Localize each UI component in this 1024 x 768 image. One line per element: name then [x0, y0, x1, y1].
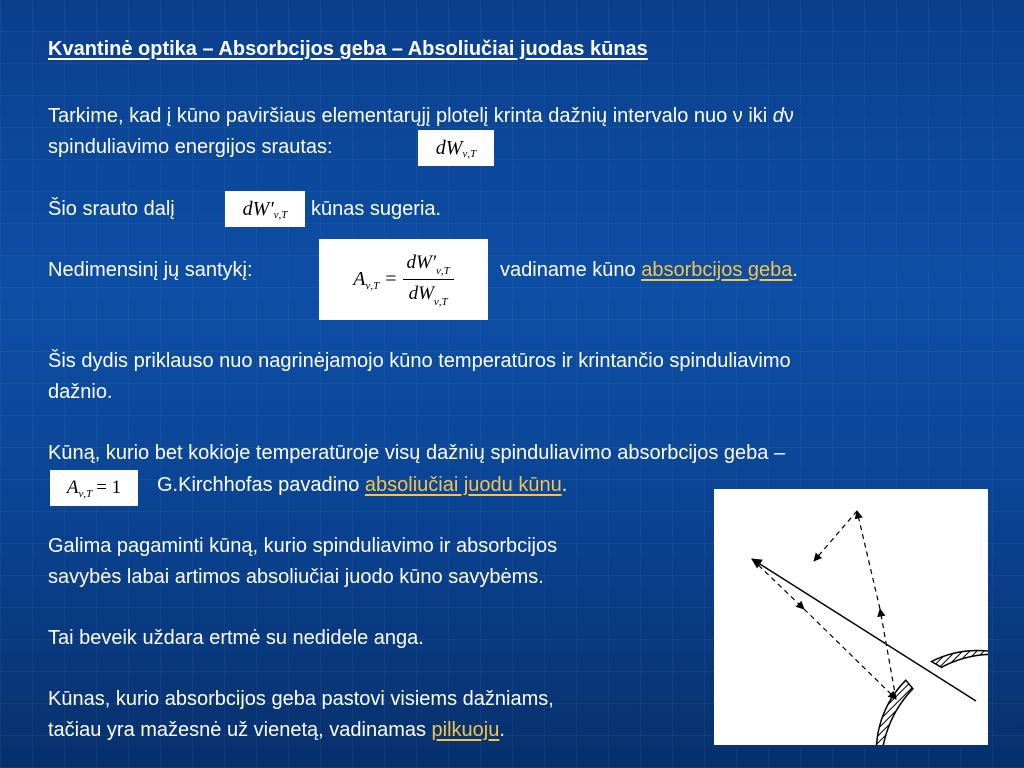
paragraph-2-before: Šio srauto dalį: [48, 198, 175, 220]
paragraph-8-line-2: [48, 714, 505, 746]
paragraph-5-line-1: Kūną, kurio bet kokioje temperatūroje visų dažnių spinduliavimo absorbcijos geba –: [48, 442, 786, 464]
formula-A1-rhs: = 1: [96, 477, 122, 498]
paragraph-8-line-1: Kūnas, kurio absorbcijos geba pastovi visiems dažniams,: [48, 688, 554, 710]
reflected-ray-1: [752, 559, 804, 609]
link-pilkuoju[interactable]: pilkuoju: [431, 719, 500, 741]
formula-A-num-main: dW': [406, 252, 436, 273]
formula-A-den-main: dW: [408, 283, 434, 304]
link-absoliuciai-juodu-kunu[interactable]: absoliučiai juodu kūnu: [364, 474, 562, 496]
formula-A-lhs-sub: ν,T: [365, 279, 380, 292]
formula-dW-sub: ν,T: [462, 148, 477, 160]
reflected-ray-5: [814, 511, 857, 561]
link-absorbcijos-geba[interactable]: absorbcijos geba: [641, 259, 793, 281]
p1-italic-d: d: [772, 105, 784, 127]
paragraph-1-line-1: [48, 100, 794, 132]
p5-end: .: [561, 474, 568, 496]
formula-A1-lhs: A: [66, 477, 79, 498]
p8-end: .: [499, 719, 505, 741]
p5-text: G.Kirchhofas pavadino: [157, 474, 365, 496]
paragraph-2-after: kūnas sugeria.: [311, 198, 442, 220]
formula-dW: [418, 130, 494, 166]
p8-text: tačiau yra mažesnė už vienetą, vadinamas: [48, 719, 432, 741]
paragraph-7: Tai beveik uždara ertmė su nedidele anga.: [48, 627, 424, 649]
reflected-ray-4: [857, 511, 880, 609]
p1-nu: ν: [783, 105, 794, 127]
formula-A-lhs: A: [353, 268, 366, 290]
formula-A1-sub: ν,T: [78, 488, 93, 500]
paragraph-4-line-1: Šis dydis priklauso nuo nagrinėjamojo kūno temperatūros ir krintančio spinduliavimo: [48, 350, 791, 372]
formula-dWprime: [225, 191, 305, 227]
formula-A-eq: =: [385, 268, 397, 290]
slide-title: Kvantinė optika – Absorbcijos geba – Absoliučiai juodas kūnas: [48, 38, 648, 60]
formula-A-num-sub: ν,T: [435, 265, 450, 277]
formula-A-den-sub: ν,T: [433, 296, 448, 308]
formula-dW-main: dW: [435, 136, 463, 159]
paragraph-5-line-2: [157, 469, 567, 501]
paragraph-4-line-2: dažnio.: [48, 381, 113, 403]
formula-dWprime-main: dW': [242, 197, 274, 220]
p1-text: Tarkime, kad į kūno paviršiaus elementarųjį plotelį krinta dažnių intervalo nuo ν iki: [48, 105, 773, 127]
p3-end: .: [792, 259, 798, 281]
formula-dWprime-sub: ν,T: [273, 209, 288, 221]
formula-absorption-ratio: [319, 239, 488, 320]
incoming-ray: [752, 559, 976, 701]
formula-A-numerator: [403, 251, 454, 277]
paragraph-3-after: [500, 254, 798, 286]
formula-A-fraction: [403, 251, 454, 308]
cavity-diagram: [714, 489, 988, 745]
paragraph-1-line-2: spinduliavimo energijos srautas:: [48, 136, 333, 158]
formula-A-denominator: [405, 282, 452, 308]
fraction-bar: [403, 279, 454, 280]
formula-A-equals-1: [50, 470, 138, 506]
paragraph-3-before: Nedimensinį jų santykį:: [48, 259, 253, 281]
cavity-diagram-svg: [714, 489, 988, 745]
p3-text: vadiname kūno: [500, 259, 642, 281]
paragraph-6-line-1: Galima pagaminti kūną, kurio spinduliavimo ir absorbcijos: [48, 535, 558, 557]
reflected-ray-2: [804, 609, 896, 699]
paragraph-6-line-2: savybės labai artimos absoliučiai juodo kūno savybėms.: [48, 566, 544, 588]
